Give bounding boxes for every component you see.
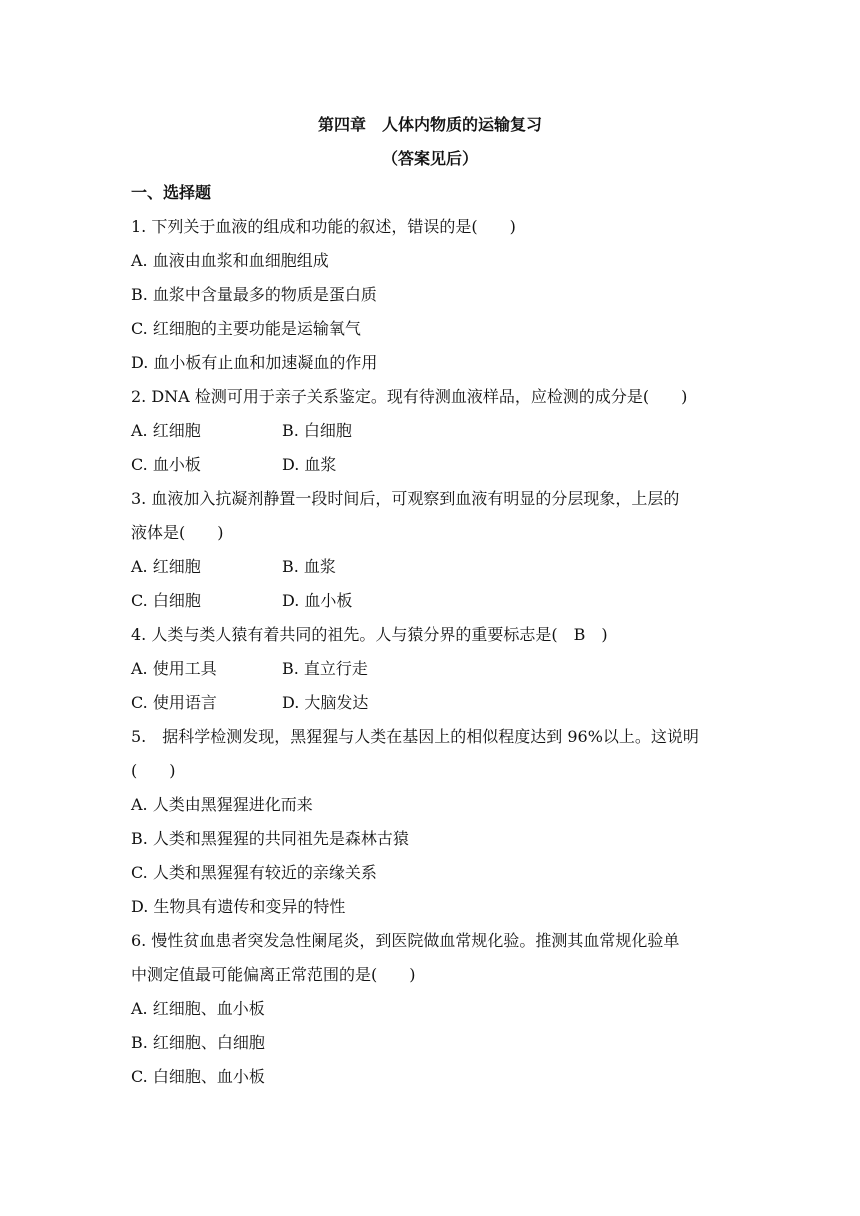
question-5-option-b: B. 人类和黑猩猩的共同祖先是森林古猿 [131, 829, 409, 848]
question-3-stem-line-2: 液体是( ) [131, 523, 224, 542]
question-4-stem: 4. 人类与类人猿有着共同的祖先。人与猿分界的重要标志是( B ) [131, 625, 608, 644]
question-2-option-d: D. 血浆 [282, 455, 337, 474]
question-1-option-c: C. 红细胞的主要功能是运输氧气 [131, 319, 361, 338]
question-2-option-b: B. 白细胞 [282, 421, 352, 440]
page-title: 第四章 人体内物质的运输复习 [317, 115, 542, 134]
question-1-stem: 1. 下列关于血液的组成和功能的叙述，错误的是( ) [131, 217, 516, 236]
question-5-option-a: A. 人类由黑猩猩进化而来 [131, 795, 313, 814]
section-heading: 一、选择题 [131, 183, 212, 202]
question-4-option-b: B. 直立行走 [282, 659, 368, 678]
question-3-option-b: B. 血浆 [282, 557, 336, 576]
question-6-stem-line-2: 中测定值最可能偏离正常范围的是( ) [131, 965, 416, 984]
question-4-option-c: C. 使用语言 [131, 693, 217, 712]
question-3-stem-line-1: 3. 血液加入抗凝剂静置一段时间后，可观察到血液有明显的分层现象，上层的 [131, 489, 680, 508]
question-5-stem-line-1: 5. 据科学检测发现，黑猩猩与人类在基因上的相似程度达到 96%以上。这说明 [131, 727, 699, 746]
question-2-option-a: A. 红细胞 [131, 421, 201, 440]
question-6-option-c: C. 白细胞、血小板 [131, 1067, 265, 1086]
question-5-option-c: C. 人类和黑猩猩有较近的亲缘关系 [131, 863, 377, 882]
question-6-stem-line-1: 6. 慢性贫血患者突发急性阑尾炎，到医院做血常规化验。推测其血常规化验单 [131, 931, 680, 950]
question-1-option-b: B. 血浆中含量最多的物质是蛋白质 [131, 285, 377, 304]
question-4-option-d: D. 大脑发达 [282, 693, 369, 712]
question-2-option-c: C. 血小板 [131, 455, 201, 474]
question-1-option-d: D. 血小板有止血和加速凝血的作用 [131, 353, 378, 372]
question-6-option-b: B. 红细胞、白细胞 [131, 1033, 265, 1052]
page-subtitle: （答案见后） [381, 149, 478, 168]
question-5-option-d: D. 生物具有遗传和变异的特性 [131, 897, 346, 916]
question-5-stem-line-2: ( ) [131, 761, 176, 780]
question-3-option-c: C. 白细胞 [131, 591, 201, 610]
question-4-option-a: A. 使用工具 [131, 659, 217, 678]
question-6-option-a: A. 红细胞、血小板 [131, 999, 265, 1018]
question-2-stem: 2. DNA 检测可用于亲子关系鉴定。现有待测血液样品，应检测的成分是( ) [131, 387, 688, 406]
question-1-option-a: A. 血液由血浆和血细胞组成 [131, 251, 329, 270]
question-3-option-a: A. 红细胞 [131, 557, 201, 576]
question-3-option-d: D. 血小板 [282, 591, 353, 610]
